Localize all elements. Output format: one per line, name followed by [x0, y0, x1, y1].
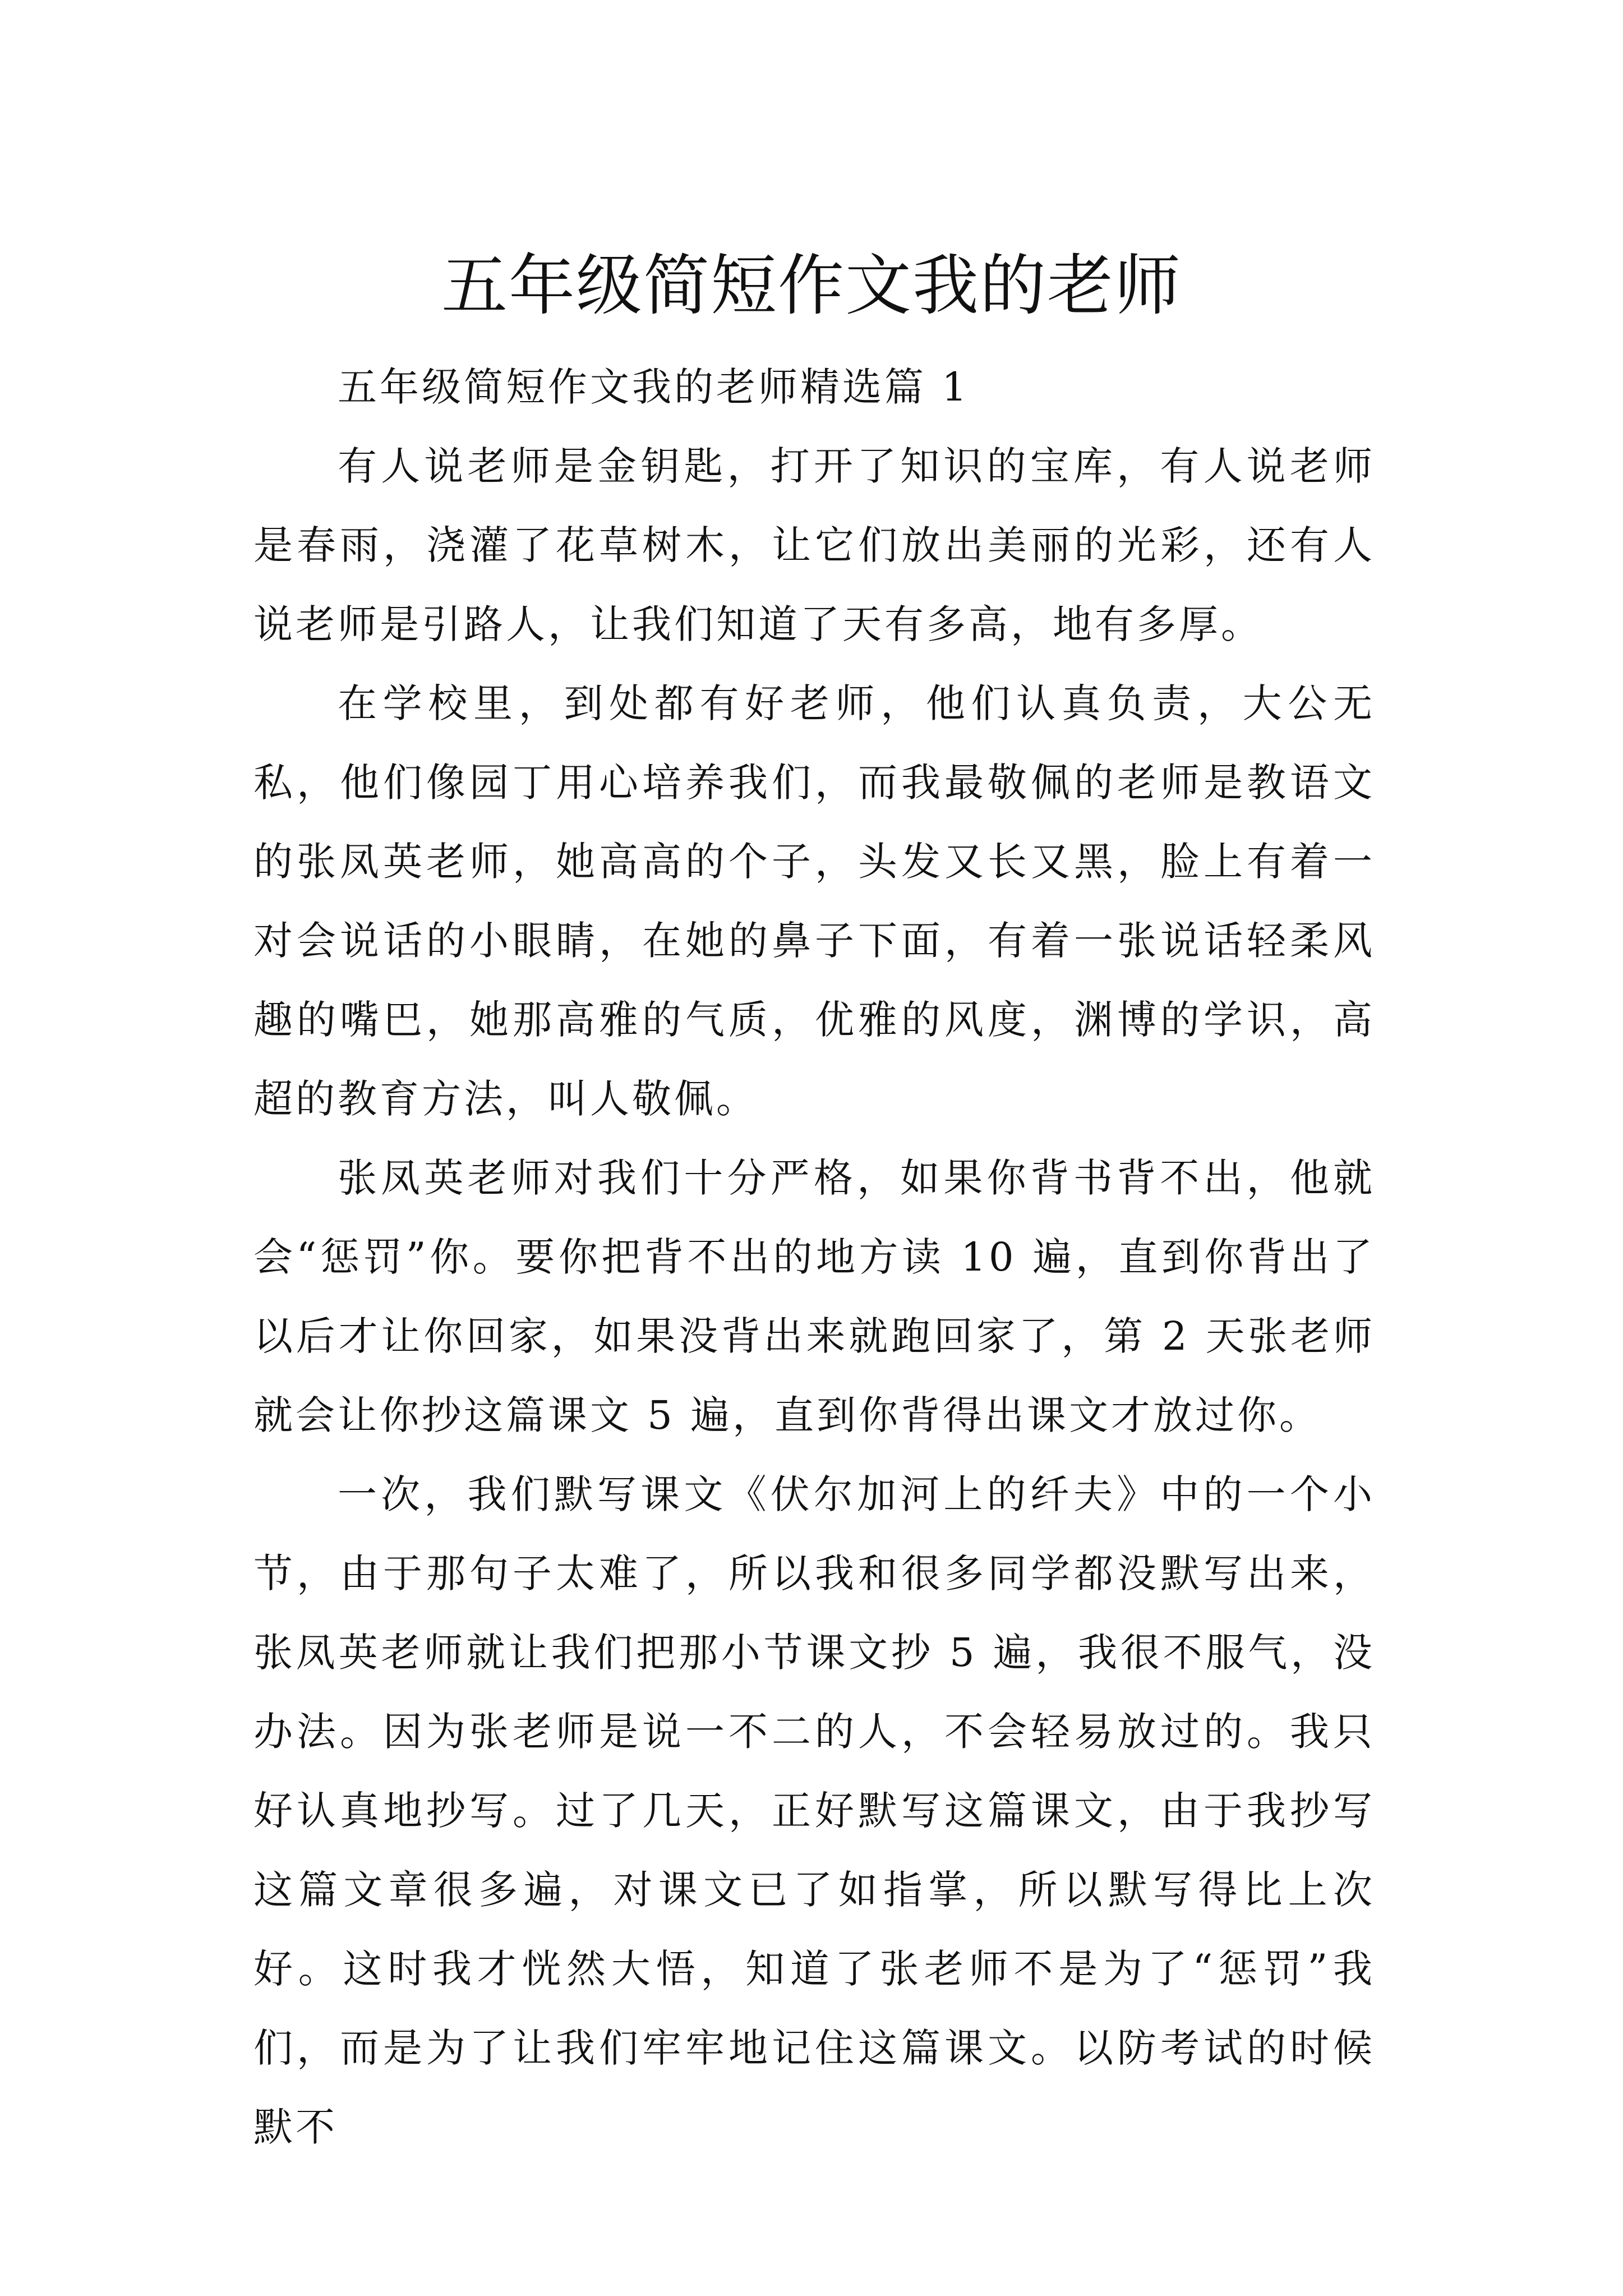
section-heading: 五年级简短作文我的老师精选篇 1: [338, 364, 970, 410]
paragraph: 在学校里，到处都有好老师，他们认真负责，大公无私，他们像园丁用心培养我们，而我最敬佩的老师是教语文的张凤英老师，她高高的个子，头发又长又黑，脸上有着一对会说话的小眼睛，在她的鼻子下面，有着一张说话轻柔风趣的嘴巴，她那高雅的气质，优雅的风度，渊博的学识，高超的教育方法，叫人敬佩。: [253, 680, 1375, 1122]
paragraph: 一次，我们默写课文《伏尔加河上的纤夫》中的一个小节，由于那句子太难了，所以我和很多同学都没默写出来，张凤英老师就让我们把那小节课文抄 5 遍，我很不服气，没办法。因为张老师是说一不二的人，不会轻易放过的。我只好认真地抄写。过了几天，正好默写这篇课文，由于我抄写这篇文章很多遍，对课文已了如指掌，所以默写得比上次好。这时我才恍然大悟，知道了张老师不是为了“惩罚”我们，而是为了让我们牢牢地记住这篇课文。以防考试的时候默不: [253, 1471, 1375, 2150]
paragraph: 有人说老师是金钥匙，打开了知识的宝库，有人说老师是春雨，浇灌了花草树木，让它们放出美丽的光彩，还有人说老师是引路人，让我们知道了天有多高，地有多厚。: [253, 443, 1375, 647]
document-body: [253, 348, 1375, 2167]
document-title: 五年级简短作文我的老师: [441, 247, 1182, 325]
paragraph: 张凤英老师对我们十分严格，如果你背书背不出，他就会“惩罚”你。要你把背不出的地方读 10 遍，直到你背出了以后才让你回家，如果没背出来就跑回家了，第 2 天张老师就会让你抄这篇课文 5 遍，直到你背得出课文才放过你。: [253, 1155, 1375, 1438]
